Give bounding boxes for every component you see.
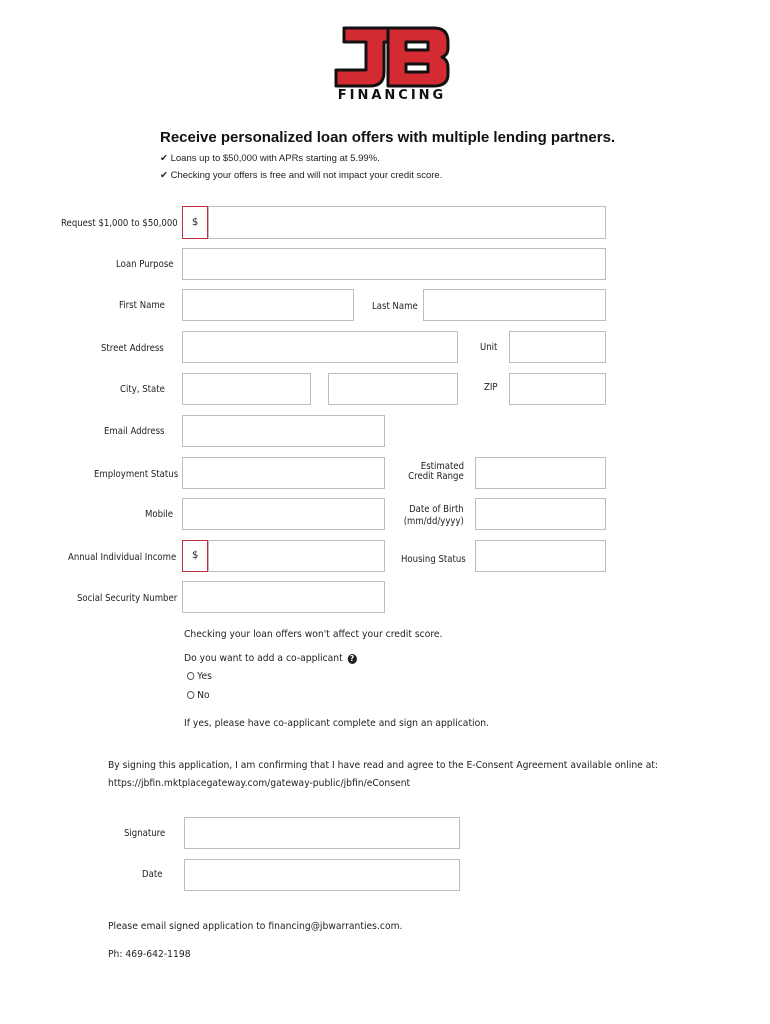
income-input[interactable] (208, 540, 385, 572)
dob-input[interactable] (475, 498, 606, 530)
loan-purpose-label: Loan Purpose (116, 259, 174, 270)
housing-label: Housing Status (401, 554, 466, 565)
no-label: No (197, 690, 210, 701)
radio-yes[interactable] (187, 672, 194, 680)
bullet-1-text: Loans up to $50,000 with APRs starting at 5.99%. (170, 153, 380, 164)
unit-input[interactable] (509, 331, 606, 363)
loan-purpose-input[interactable] (182, 248, 606, 280)
street-label: Street Address (101, 343, 164, 354)
date-label: Date (142, 869, 163, 880)
email-instruction: Please email signed application to financing@jbwarranties.com. (108, 921, 403, 932)
coapplicant-question-text: Do you want to add a co-applicant (184, 653, 343, 664)
email-label: Email Address (104, 426, 165, 437)
currency-symbol: $ (192, 217, 199, 228)
request-amount-input[interactable] (208, 206, 606, 239)
question-icon[interactable]: ? (347, 654, 356, 664)
employment-label: Employment Status (94, 469, 179, 480)
consent-url: https://jbfin.mktplacegateway.com/gateway-public/jbfin/eConsent (108, 778, 411, 789)
first-name-label: First Name (119, 300, 165, 311)
radio-no[interactable] (187, 691, 194, 699)
coapplicant-yes-option[interactable] (187, 671, 212, 682)
coapplicant-question (184, 653, 357, 664)
state-input[interactable] (328, 373, 458, 405)
dob-label-2: (mm/dd/yyyy) (403, 516, 464, 527)
date-input[interactable] (184, 859, 460, 891)
ssn-input[interactable] (182, 581, 385, 613)
last-name-label: Last Name (372, 301, 418, 312)
phone-number: Ph: 469-642-1198 (108, 949, 191, 960)
mobile-label: Mobile (145, 509, 174, 520)
income-label: Annual Individual Income (68, 552, 177, 563)
bullet-2 (160, 170, 442, 181)
jb-logo (330, 24, 452, 104)
yes-label: Yes (197, 671, 212, 682)
request-currency-box (182, 206, 208, 239)
city-state-label: City, State (120, 384, 165, 395)
email-input[interactable] (182, 415, 385, 447)
street-input[interactable] (182, 331, 458, 363)
credit-range-input[interactable] (475, 457, 606, 489)
first-name-input[interactable] (182, 289, 354, 321)
ssn-label: Social Security Number (77, 593, 178, 604)
bullet-2-text: Checking your offers is free and will not impact your credit score. (170, 170, 443, 181)
housing-input[interactable] (475, 540, 606, 572)
dob-label-1: Date of Birth (409, 504, 464, 515)
unit-label: Unit (480, 342, 498, 353)
currency-symbol: $ (192, 550, 199, 561)
page-title: Receive personalized loan offers with multiple lending partners. (160, 129, 616, 146)
zip-label: ZIP (484, 382, 498, 393)
credit-range-label-1: Estimated (420, 461, 464, 472)
coapplicant-no-option[interactable] (187, 690, 210, 701)
jb-logo-mark (330, 24, 452, 90)
consent-line-1: By signing this application, I am confirming that I have read and agree to the E-Consent Agreement available online at: (108, 760, 659, 771)
zip-input[interactable] (509, 373, 606, 405)
credit-note: Checking your loan offers won't affect your credit score. (184, 629, 443, 640)
bullet-1 (160, 153, 380, 164)
income-currency-box (182, 540, 208, 572)
city-input[interactable] (182, 373, 311, 405)
coapplicant-info: If yes, please have co-applicant complete and sign an application. (184, 718, 490, 729)
signature-input[interactable] (184, 817, 460, 849)
signature-label: Signature (124, 828, 166, 839)
check-icon: ✔ (160, 170, 168, 181)
last-name-input[interactable] (423, 289, 606, 321)
employment-input[interactable] (182, 457, 385, 489)
mobile-input[interactable] (182, 498, 385, 530)
request-label: Request $1,000 to $50,000 (61, 218, 178, 229)
logo-subtitle: FINANCING (337, 88, 447, 103)
check-icon: ✔ (160, 153, 168, 164)
credit-range-label-2: Credit Range (408, 471, 464, 482)
